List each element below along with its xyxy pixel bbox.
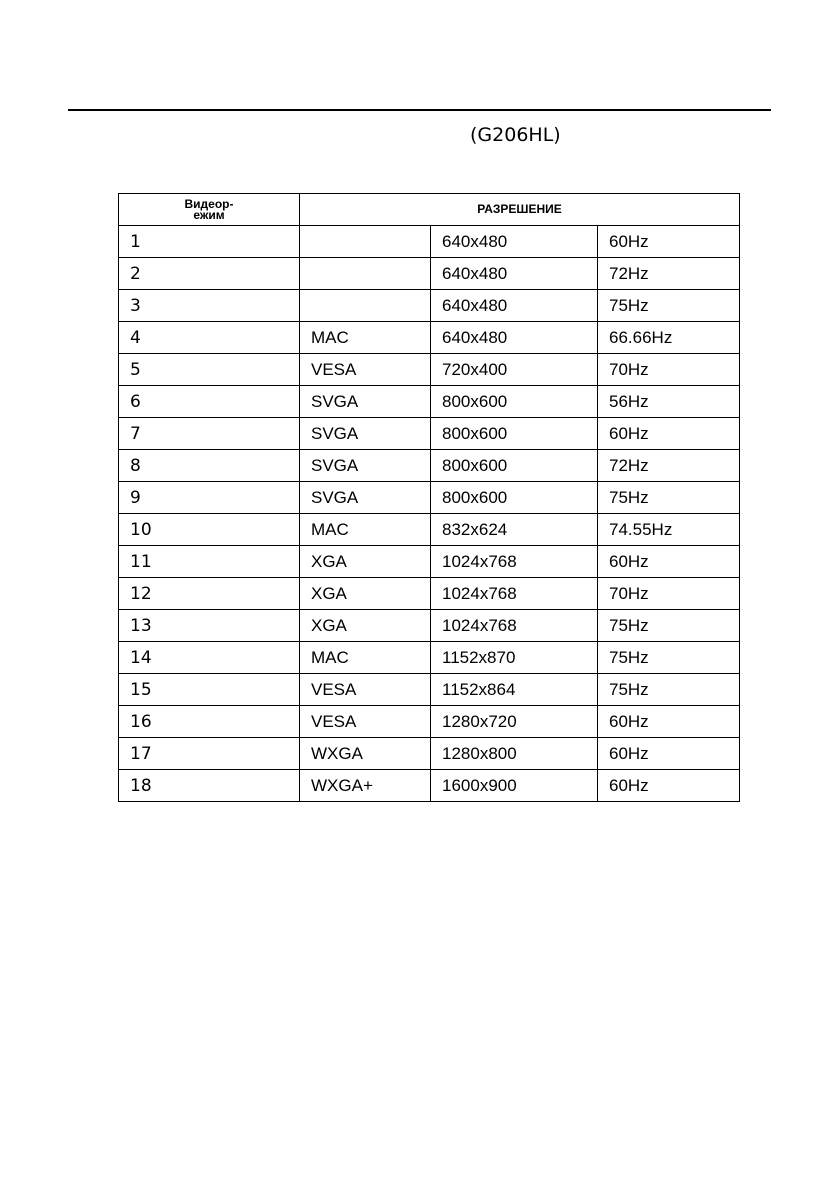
cell-mode: 3 xyxy=(119,290,300,322)
cell-refresh: 75Hz xyxy=(598,674,740,706)
cell-standard xyxy=(300,290,431,322)
table-header-row xyxy=(119,194,740,226)
table-row xyxy=(119,290,740,322)
cell-refresh: 60Hz xyxy=(598,738,740,770)
table-row xyxy=(119,674,740,706)
cell-standard: SVGA xyxy=(300,450,431,482)
cell-standard: XGA xyxy=(300,546,431,578)
cell-refresh: 72Hz xyxy=(598,258,740,290)
cell-refresh: 70Hz xyxy=(598,354,740,386)
table-row xyxy=(119,610,740,642)
cell-resolution: 720x400 xyxy=(431,354,598,386)
table-row xyxy=(119,386,740,418)
cell-mode: 16 xyxy=(119,706,300,738)
table-row xyxy=(119,514,740,546)
cell-resolution: 1280x800 xyxy=(431,738,598,770)
cell-refresh: 60Hz xyxy=(598,770,740,802)
cell-standard: XGA xyxy=(300,610,431,642)
cell-refresh: 75Hz xyxy=(598,290,740,322)
cell-resolution: 800x600 xyxy=(431,482,598,514)
table-row xyxy=(119,578,740,610)
header-mode-line1: Видеор- xyxy=(184,196,234,211)
cell-standard xyxy=(300,226,431,258)
table-row xyxy=(119,738,740,770)
page-title: (G206HL) xyxy=(470,124,561,146)
cell-resolution: 640x480 xyxy=(431,290,598,322)
cell-mode: 15 xyxy=(119,674,300,706)
cell-standard: VESA xyxy=(300,354,431,386)
table-row xyxy=(119,546,740,578)
cell-mode: 12 xyxy=(119,578,300,610)
cell-resolution: 800x600 xyxy=(431,450,598,482)
header-mode xyxy=(119,194,300,226)
cell-mode: 18 xyxy=(119,770,300,802)
table-row xyxy=(119,354,740,386)
cell-standard: MAC xyxy=(300,322,431,354)
cell-mode: 13 xyxy=(119,610,300,642)
cell-refresh: 56Hz xyxy=(598,386,740,418)
table-row xyxy=(119,450,740,482)
header-rule xyxy=(68,109,771,111)
cell-mode: 9 xyxy=(119,482,300,514)
cell-resolution: 800x600 xyxy=(431,418,598,450)
cell-resolution: 1280x720 xyxy=(431,706,598,738)
cell-refresh: 60Hz xyxy=(598,226,740,258)
cell-standard: SVGA xyxy=(300,418,431,450)
cell-mode: 4 xyxy=(119,322,300,354)
cell-resolution: 1024x768 xyxy=(431,578,598,610)
cell-refresh: 66.66Hz xyxy=(598,322,740,354)
cell-mode: 5 xyxy=(119,354,300,386)
cell-resolution: 1152x870 xyxy=(431,642,598,674)
cell-mode: 1 xyxy=(119,226,300,258)
cell-standard: WXGA xyxy=(300,738,431,770)
cell-refresh: 75Hz xyxy=(598,610,740,642)
cell-mode: 7 xyxy=(119,418,300,450)
cell-resolution: 640x480 xyxy=(431,258,598,290)
video-modes-table xyxy=(118,193,740,802)
cell-refresh: 75Hz xyxy=(598,482,740,514)
cell-standard xyxy=(300,258,431,290)
cell-refresh: 74.55Hz xyxy=(598,514,740,546)
cell-standard: VESA xyxy=(300,706,431,738)
cell-refresh: 60Hz xyxy=(598,418,740,450)
cell-refresh: 72Hz xyxy=(598,450,740,482)
cell-resolution: 640x480 xyxy=(431,322,598,354)
table-row xyxy=(119,770,740,802)
table-row xyxy=(119,642,740,674)
cell-standard: MAC xyxy=(300,642,431,674)
cell-resolution: 1600x900 xyxy=(431,770,598,802)
cell-standard: SVGA xyxy=(300,386,431,418)
cell-mode: 11 xyxy=(119,546,300,578)
table-row xyxy=(119,258,740,290)
cell-mode: 8 xyxy=(119,450,300,482)
cell-mode: 10 xyxy=(119,514,300,546)
cell-standard: XGA xyxy=(300,578,431,610)
header-resolution: РАЗРЕШЕНИЕ xyxy=(300,194,740,226)
table-row xyxy=(119,706,740,738)
cell-resolution: 1152x864 xyxy=(431,674,598,706)
cell-refresh: 70Hz xyxy=(598,578,740,610)
cell-mode: 14 xyxy=(119,642,300,674)
cell-mode: 2 xyxy=(119,258,300,290)
cell-resolution: 1024x768 xyxy=(431,610,598,642)
cell-standard: WXGA+ xyxy=(300,770,431,802)
cell-refresh: 60Hz xyxy=(598,706,740,738)
cell-resolution: 800x600 xyxy=(431,386,598,418)
cell-standard: VESA xyxy=(300,674,431,706)
cell-refresh: 75Hz xyxy=(598,642,740,674)
table-row xyxy=(119,226,740,258)
cell-standard: MAC xyxy=(300,514,431,546)
cell-mode: 17 xyxy=(119,738,300,770)
cell-mode: 6 xyxy=(119,386,300,418)
header-mode-line2: ежим xyxy=(193,207,225,222)
table-row xyxy=(119,322,740,354)
cell-resolution: 832x624 xyxy=(431,514,598,546)
cell-resolution: 640x480 xyxy=(431,226,598,258)
table-row xyxy=(119,482,740,514)
cell-resolution: 1024x768 xyxy=(431,546,598,578)
table-row xyxy=(119,418,740,450)
cell-refresh: 60Hz xyxy=(598,546,740,578)
video-modes-body xyxy=(119,194,740,802)
cell-standard: SVGA xyxy=(300,482,431,514)
